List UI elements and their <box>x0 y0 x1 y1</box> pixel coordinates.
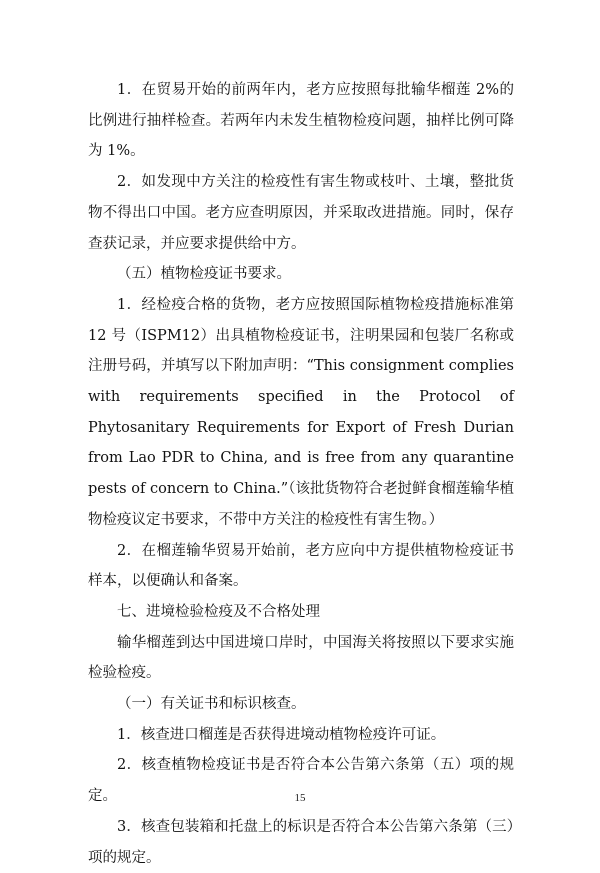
paragraph-sampling-ratio: 1．在贸易开始的前两年内，老方应按照每批输华榴莲 2%的比例进行抽样检查。若两年内未发生植物检疫问题，抽样比例可降为 1%。 <box>88 82 514 160</box>
paragraph-certificate-sample: 2．在榴莲输华贸易开始前，老方应向中方提供植物检疫证书样本，以便确认和备案。 <box>88 542 514 590</box>
paragraph-certificate-check: 2．核查植物检疫证书是否符合本公告第六条第（五）项的规定。 <box>88 757 514 805</box>
paragraph-label-check: 3．核查包装箱和托盘上的标识是否符合本公告第六条第（三）项的规定。 <box>88 818 514 866</box>
paragraph-certificate-issuance: 1．经检疫合格的货物，老方应按照国际植物检疫措施标准第 12 号（ISPM12）出具植物检疫证书，注明果园和包装厂名称或注册号码，并填写以下附加声明：“This consignment complies with requirements specified in the Protocol of Phytosanitary Requirements for Export of Fresh Durian from Lao PDR to China, and is free from any quarantine pests of concern to China.”（该批货物符合老挝鲜食榴莲输华植物检疫议定书要求，不带中方关注的检疫性有害生物。） <box>88 296 514 528</box>
paragraph-permit-check: 1．核查进口榴莲是否获得进境动植物检疫许可证。 <box>117 726 446 743</box>
section-heading-certificate: （五）植物检疫证书要求。 <box>117 266 291 283</box>
document-body <box>88 75 514 873</box>
section-heading-certificate-check: （一）有关证书和标识核查。 <box>117 696 306 713</box>
paragraph-pest-rejection: 2．如发现中方关注的检疫性有害生物或枝叶、土壤，整批货物不得出口中国。老方应查明原因，并采取改进措施。同时，保存查获记录，并应要求提供给中方。 <box>88 174 514 252</box>
paragraph-entry-inspection: 输华榴莲到达中国进境口岸时，中国海关将按照以下要求实施检验检疫。 <box>88 634 514 682</box>
chapter-heading-entry-inspection: 七、进境检验检疫及不合格处理 <box>117 603 320 620</box>
page-number: 15 <box>294 792 306 804</box>
